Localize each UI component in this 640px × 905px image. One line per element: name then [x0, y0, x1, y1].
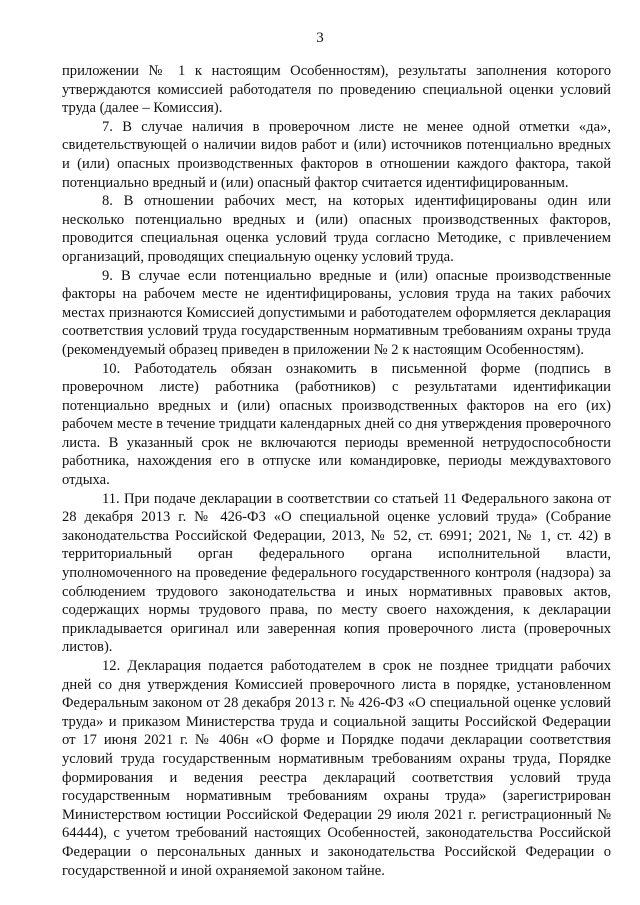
page-number: 3: [316, 30, 324, 46]
paragraph-9: 9. В случае если потенциально вредные и (или) опасные производственные факторы на рабочем месте не идентифицированы, условия труда на таких рабочих местах признаются Комиссией допустимыми и работодателем оформляется декларация соответствия условий труда государственным нормативным требованиям охраны труда (рекомендуемый образец приведен в приложении № 2 к настоящим Особенностям).: [62, 267, 611, 358]
paragraph-11: 11. При подаче декларации в соответствии со статьей 11 Федерального закона от 28 декабря 2013 г. № 426-ФЗ «О специальной оценке условий труда» (Собрание законодательства Российской Федерации, 2013, № 52, ст. 6991; 2021, № 1, ст. 42) в территориальный орган федерального органа исполнительной власти, уполномоченного на проведение федерального государственного контроля (надзора) за соблюдением трудового законодательства и иных нормативных правовых актов, содержащих нормы трудового права, по месту своего нахождения, к декларации прикладывается оригинал или заверенная копия проверочного листа (проверочных листов).: [62, 490, 611, 656]
paragraph-10: 10. Работодатель обязан ознакомить в письменной форме (подпись в проверочном листе) работника (работников) с результатами идентификации потенциально вредных и (или) опасных производственных факторов на его (их) рабочем месте в течение тридцати календарных дней со дня утверждения проверочного листа. В указанный срок не включаются периоды временной нетрудоспособности работника, нахождения его в отпуске или командировке, периоды междувахтового отдыха.: [62, 360, 611, 489]
paragraph-7: 7. В случае наличия в проверочном листе не менее одной отметки «да», свидетельствующей о наличии видов работ и (или) источников потенциально вредных и (или) опасных производственных факторов в отношении каждого фактора, такой потенциально вредный и (или) опасный фактор считается идентифицированным.: [62, 118, 611, 191]
paragraph-continuation: приложении № 1 к настоящим Особенностям), результаты заполнения которого утверждаются комиссией работодателя по проведению специальной оценки условий труда (далее – Комиссия).: [62, 63, 611, 117]
paragraph-12: 12. Декларация подается работодателем в срок не позднее тридцати рабочих дней со дня утверждения Комиссией проверочного листа в порядке, установленном Федеральным законом от 28 декабря 2013 г. № 426-ФЗ «О специальной оценке условий труда» и приказом Министерства труда и социальной защиты Российской Федерации от 17 июня 2021 г. № 406н «О форме и Порядке подачи декларации соответствия условий труда государственным нормативным требованиям охраны труда, Порядке формирования и ведения реестра деклараций соответствия условий труда государственным нормативным требованиям охраны труда» (зарегистрирован Министерством юстиции Российской Федерации 29 июля 2021 г. регистрационный № 64444), с учетом требований настоящих Особенностей, законодательства Российской Федерации о персональных данных и законодательства Российской Федерации о государственной и иной охраняемой законом тайне.: [62, 658, 611, 879]
document-body: [62, 62, 611, 880]
paragraph-8: 8. В отношении рабочих мест, на которых идентифицированы один или несколько потенциально вредных и (или) опасных производственных факторов, проводится специальная оценка условий труда согласно Методике, с привлечением организаций, проводящих специальную оценку условий труда.: [62, 193, 611, 265]
